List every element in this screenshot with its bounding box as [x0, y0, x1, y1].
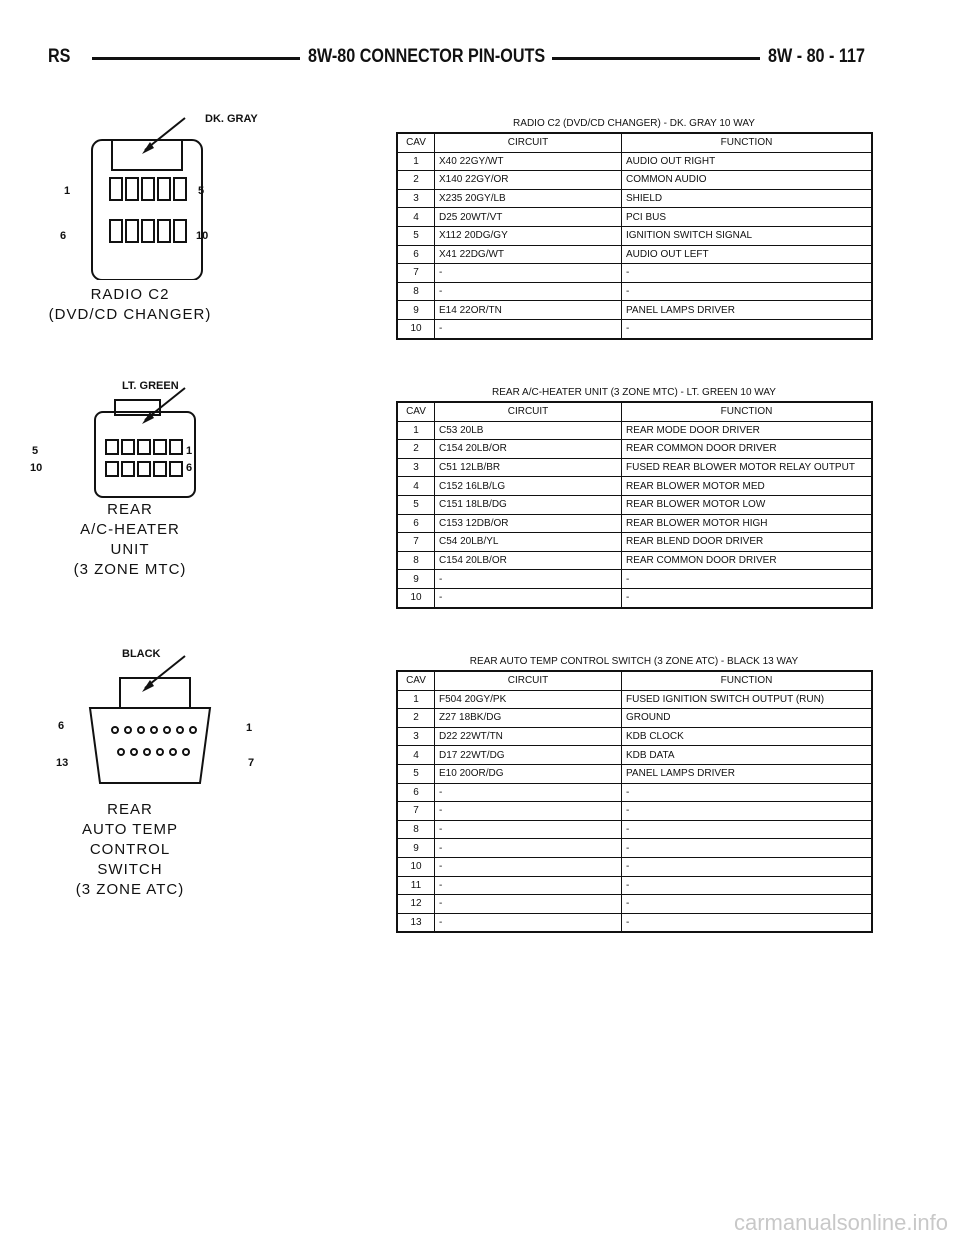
column-header: FUNCTION	[622, 133, 873, 152]
circuit-cell: C151 18LB/DG	[435, 495, 622, 514]
function-cell: GROUND	[622, 709, 873, 728]
connector-label-line: (3 ZONE ATC)	[75, 881, 185, 898]
function-cell: -	[622, 895, 873, 914]
connector-label-line: REAR	[107, 501, 153, 518]
cav-cell: 8	[397, 820, 435, 839]
pin-number-label: 1	[246, 722, 253, 734]
circuit-cell: C154 20LB/OR	[435, 440, 622, 459]
function-cell: FUSED REAR BLOWER MOTOR RELAY OUTPUT	[622, 458, 873, 477]
connector-label	[30, 285, 230, 325]
function-cell: COMMON AUDIO	[622, 171, 873, 190]
connector-diagram	[60, 110, 240, 280]
section-code: RS	[48, 46, 71, 67]
connector-label-line: RADIO C2	[90, 286, 170, 303]
table-row	[397, 570, 872, 589]
cav-cell: 8	[397, 551, 435, 570]
function-cell: -	[622, 319, 873, 338]
table-row	[397, 764, 872, 783]
function-cell: -	[622, 802, 873, 821]
cav-cell: 3	[397, 727, 435, 746]
circuit-cell: C153 12DB/OR	[435, 514, 622, 533]
table-row	[397, 171, 872, 190]
cav-cell: 9	[397, 839, 435, 858]
circuit-cell: E10 20OR/DG	[435, 764, 622, 783]
table-row	[397, 495, 872, 514]
cav-cell: 12	[397, 895, 435, 914]
table-row	[397, 245, 872, 264]
function-cell: REAR BLOWER MOTOR HIGH	[622, 514, 873, 533]
table-row	[397, 895, 872, 914]
circuit-cell: -	[435, 876, 622, 895]
table-header	[397, 133, 872, 152]
circuit-cell: C154 20LB/OR	[435, 551, 622, 570]
cav-cell: 11	[397, 876, 435, 895]
cav-cell: 7	[397, 264, 435, 283]
connector-label-line: SWITCH	[97, 861, 163, 878]
pin-number-label: 7	[248, 757, 255, 769]
pin-number-label: 5	[198, 185, 205, 197]
table-row	[397, 588, 872, 607]
pin-number-label: 10	[30, 462, 43, 474]
table-row	[397, 857, 872, 876]
function-cell: -	[622, 570, 873, 589]
function-cell: PANEL LAMPS DRIVER	[622, 764, 873, 783]
circuit-cell: X41 22DG/WT	[435, 245, 622, 264]
cav-cell: 4	[397, 477, 435, 496]
column-header: CIRCUIT	[435, 671, 622, 690]
cav-cell: 4	[397, 208, 435, 227]
connector-title: RADIO C2 (DVD/CD CHANGER) - DK. GRAY 10 WAY	[513, 118, 755, 129]
table-row	[397, 913, 872, 932]
circuit-cell: -	[435, 783, 622, 802]
circuit-cell: F504 20GY/PK	[435, 690, 622, 709]
connector-label-line: UNIT	[110, 541, 150, 558]
circuit-cell: -	[435, 319, 622, 338]
table-row	[397, 709, 872, 728]
pin-number-label: 10	[196, 230, 209, 242]
circuit-cell: C152 16LB/LG	[435, 477, 622, 496]
circuit-cell: -	[435, 282, 622, 301]
table-row	[397, 477, 872, 496]
cav-cell: 7	[397, 533, 435, 552]
color-label: LT. GREEN	[122, 380, 179, 392]
function-cell: REAR COMMON DOOR DRIVER	[622, 440, 873, 459]
cav-cell: 10	[397, 319, 435, 338]
function-cell: -	[622, 783, 873, 802]
table-row	[397, 551, 872, 570]
cav-cell: 2	[397, 440, 435, 459]
connector-label	[30, 800, 230, 900]
table-row	[397, 458, 872, 477]
column-header: FUNCTION	[622, 402, 873, 421]
function-cell: PANEL LAMPS DRIVER	[622, 301, 873, 320]
circuit-cell: C53 20LB	[435, 421, 622, 440]
cav-cell: 13	[397, 913, 435, 932]
cav-cell: 7	[397, 802, 435, 821]
function-cell: REAR BLOWER MOTOR MED	[622, 477, 873, 496]
page-title: 8W-80 CONNECTOR PIN-OUTS	[308, 46, 546, 67]
column-header: CAV	[397, 671, 435, 690]
circuit-cell: -	[435, 839, 622, 858]
function-cell: IGNITION SWITCH SIGNAL	[622, 226, 873, 245]
function-cell: -	[622, 857, 873, 876]
circuit-cell: Z27 18BK/DG	[435, 709, 622, 728]
function-cell: -	[622, 839, 873, 858]
function-cell: -	[622, 820, 873, 839]
function-cell: KDB DATA	[622, 746, 873, 765]
function-cell: -	[622, 588, 873, 607]
function-cell: -	[622, 264, 873, 283]
function-cell: REAR COMMON DOOR DRIVER	[622, 551, 873, 570]
connector-label-line: (DVD/CD CHANGER)	[48, 306, 212, 323]
watermark: carmanualsonline.info	[733, 1210, 948, 1235]
circuit-cell: -	[435, 857, 622, 876]
connector-label-line: AUTO TEMP	[82, 821, 178, 838]
pin-number-label: 5	[32, 445, 39, 457]
table-row	[397, 514, 872, 533]
table-row	[397, 746, 872, 765]
function-cell: AUDIO OUT RIGHT	[622, 152, 873, 171]
cav-cell: 6	[397, 514, 435, 533]
pin-number-label: 6	[60, 230, 67, 242]
pin-number-label: 13	[56, 757, 69, 769]
function-cell: REAR BLOWER MOTOR LOW	[622, 495, 873, 514]
table-row	[397, 783, 872, 802]
table-header	[397, 671, 872, 690]
function-cell: SHIELD	[622, 189, 873, 208]
cav-cell: 5	[397, 764, 435, 783]
cav-cell: 2	[397, 709, 435, 728]
connector-title: REAR A/C-HEATER UNIT (3 ZONE MTC) - LT. GREEN 10 WAY	[492, 387, 776, 398]
pin-number-label: 1	[186, 445, 193, 457]
cav-cell: 3	[397, 189, 435, 208]
circuit-cell: -	[435, 820, 622, 839]
column-header: CAV	[397, 133, 435, 152]
table-row	[397, 189, 872, 208]
connector-label-line: REAR	[107, 801, 153, 818]
function-cell: -	[622, 282, 873, 301]
pinout-table	[396, 401, 873, 609]
pin-number-label: 6	[58, 720, 65, 732]
pin-number-label: 1	[64, 185, 71, 197]
circuit-cell: D22 22WT/TN	[435, 727, 622, 746]
pinout-table	[396, 132, 873, 340]
table-header	[397, 402, 872, 421]
table-row	[397, 152, 872, 171]
table-row	[397, 226, 872, 245]
circuit-cell: -	[435, 802, 622, 821]
table-row	[397, 319, 872, 338]
circuit-cell: C51 12LB/BR	[435, 458, 622, 477]
circuit-cell: C54 20LB/YL	[435, 533, 622, 552]
function-cell: PCI BUS	[622, 208, 873, 227]
cav-cell: 3	[397, 458, 435, 477]
cav-cell: 6	[397, 245, 435, 264]
circuit-cell: X235 20GY/LB	[435, 189, 622, 208]
cav-cell: 2	[397, 171, 435, 190]
table-row	[397, 690, 872, 709]
column-header: CIRCUIT	[435, 402, 622, 421]
circuit-cell: D25 20WT/VT	[435, 208, 622, 227]
color-label: DK. GRAY	[205, 113, 258, 125]
cav-cell: 10	[397, 857, 435, 876]
table-row	[397, 727, 872, 746]
cav-cell: 9	[397, 301, 435, 320]
header-rule	[92, 57, 300, 60]
circuit-cell: -	[435, 588, 622, 607]
table-row	[397, 440, 872, 459]
table-row	[397, 208, 872, 227]
table-row	[397, 839, 872, 858]
color-label: BLACK	[122, 648, 161, 660]
table-row	[397, 802, 872, 821]
circuit-cell: X140 22GY/OR	[435, 171, 622, 190]
function-cell: KDB CLOCK	[622, 727, 873, 746]
column-header: CAV	[397, 402, 435, 421]
cav-cell: 1	[397, 421, 435, 440]
cav-cell: 8	[397, 282, 435, 301]
column-header: FUNCTION	[622, 671, 873, 690]
table-row	[397, 264, 872, 283]
cav-cell: 1	[397, 690, 435, 709]
circuit-cell: E14 22OR/TN	[435, 301, 622, 320]
function-cell: AUDIO OUT LEFT	[622, 245, 873, 264]
function-cell: -	[622, 913, 873, 932]
pin-number-label: 6	[186, 462, 193, 474]
circuit-cell: D17 22WT/DG	[435, 746, 622, 765]
table-row	[397, 301, 872, 320]
cav-cell: 6	[397, 783, 435, 802]
column-header: CIRCUIT	[435, 133, 622, 152]
table-row	[397, 421, 872, 440]
table-row	[397, 282, 872, 301]
cav-cell: 5	[397, 226, 435, 245]
pinout-table	[396, 670, 873, 933]
circuit-cell: -	[435, 570, 622, 589]
function-cell: REAR MODE DOOR DRIVER	[622, 421, 873, 440]
cav-cell: 5	[397, 495, 435, 514]
function-cell: -	[622, 876, 873, 895]
circuit-cell: X112 20DG/GY	[435, 226, 622, 245]
circuit-cell: X40 22GY/WT	[435, 152, 622, 171]
connector-label	[30, 500, 230, 580]
circuit-cell: -	[435, 895, 622, 914]
cav-cell: 1	[397, 152, 435, 171]
table-row	[397, 533, 872, 552]
header-rule	[552, 57, 760, 60]
page-number: 8W - 80 - 117	[768, 46, 865, 67]
table-row	[397, 820, 872, 839]
connector-title: REAR AUTO TEMP CONTROL SWITCH (3 ZONE ATC) - BLACK 13 WAY	[469, 656, 799, 667]
function-cell: REAR BLEND DOOR DRIVER	[622, 533, 873, 552]
cav-cell: 4	[397, 746, 435, 765]
connector-label-line: A/C-HEATER	[80, 521, 180, 538]
cav-cell: 10	[397, 588, 435, 607]
connector-diagram	[60, 648, 240, 798]
circuit-cell: -	[435, 913, 622, 932]
function-cell: FUSED IGNITION SWITCH OUTPUT (RUN)	[622, 690, 873, 709]
connector-label-line: CONTROL	[89, 841, 171, 858]
table-row	[397, 876, 872, 895]
cav-cell: 9	[397, 570, 435, 589]
circuit-cell: -	[435, 264, 622, 283]
connector-label-line: (3 ZONE MTC)	[73, 561, 187, 578]
